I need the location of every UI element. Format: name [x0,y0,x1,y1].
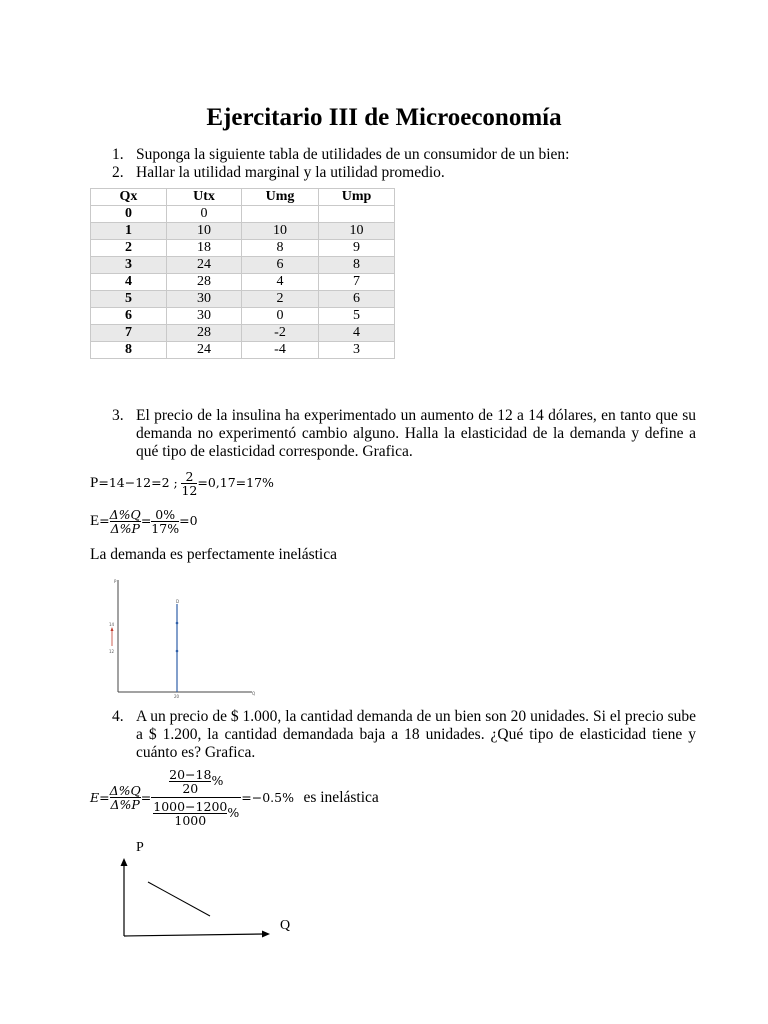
x-axis-label: Q [280,918,291,933]
point-p12 [176,650,179,653]
table-row [91,274,395,291]
curve-label: D [176,599,180,604]
table-cell: 3 [319,342,395,359]
fraction [169,768,211,795]
table-cell [319,206,395,223]
table-cell: 0 [167,206,242,223]
numerator: 20−18 [169,767,212,782]
table-cell: 6 [242,257,319,274]
table-cell: 28 [167,274,242,291]
table-cell: 1 [91,223,167,240]
demand-graph-q4 [112,836,302,946]
x-axis-arrow-icon [262,931,270,938]
equation-elasticity: E= $\frac{\Delta\%Q}{\Delta\%P}$ = $\frac{0\%}{17\%}$ =0 [90,507,198,536]
table-cell [242,206,319,223]
item-text: Suponga la siguiente tabla de utilidades de un consumidor de un bien: [136,146,570,163]
eq-prefix: P [90,474,99,491]
page-title: Ejercitario III de Microeconomía [206,104,562,131]
eq-body: =14−12=2 ; [98,474,178,490]
y-tick: 12 [109,649,115,654]
table-cell: 5 [91,291,167,308]
x-tick: 20 [174,694,180,699]
y-axis-label: P [136,840,144,855]
fraction [153,800,227,827]
eq-result: =−0.5% [241,790,294,805]
table-cell: 30 [167,291,242,308]
upper-fraction [151,768,241,797]
point-p14 [176,622,179,625]
utility-table [90,188,395,359]
table-cell: 6 [91,308,167,325]
percent-sign: % [211,773,224,788]
x-axis-label: Q [252,691,256,696]
question-3-text: El precio de la insulina ha experimentado un aumento de 12 a 14 dólares, en tanto que su demanda no experimentó cambio alguno. Halla la elasticidad de la demanda y define a qué tipo de elasticidad corresponde. Grafica. [136,407,696,460]
table-cell: 30 [167,308,242,325]
fraction [151,508,179,535]
item-number: 4. [112,708,124,725]
y-axis-label: P [114,579,117,584]
table-cell: -2 [242,325,319,342]
table-cell: 8 [91,342,167,359]
table-cell: 6 [319,291,395,308]
fraction [110,508,141,535]
table-row [91,342,395,359]
table-cell: 7 [319,274,395,291]
denominator: 12 [181,483,198,498]
table-row [91,223,395,240]
table-cell: 28 [167,325,242,342]
numerator: 2 [185,469,194,484]
table-row [91,308,395,325]
arrow-head-icon [111,627,114,631]
table-cell: 4 [91,274,167,291]
table-row [91,240,395,257]
table-cell: 9 [319,240,395,257]
item-number: 3. [112,407,124,424]
numerator: Δ%Q [109,507,141,522]
table-row [91,325,395,342]
eq-prefix: E [90,512,100,529]
lower-fraction [151,797,241,827]
compound-fraction [151,768,241,827]
table-row [91,291,395,308]
numerator: 1000−1200 [153,799,228,814]
equation-price-change [90,470,274,497]
table-cell: 7 [91,325,167,342]
fraction [181,470,197,497]
equation-elasticity-q4: E= $\frac{\Delta\%Q}{\Delta\%P}$ = $\frac{20-18}{20}$ % $\frac{1000-1200}{1000}$ % =−0.5% es inelástica [90,767,379,828]
table-row [91,206,395,223]
item-number: 2. [112,164,124,181]
denominator: 1000 [153,813,227,827]
table-cell: -4 [242,342,319,359]
column-header: Qx [91,189,167,206]
item-text: Hallar la utilidad marginal y la utilidad promedio. [136,164,445,181]
table-cell: 4 [242,274,319,291]
y-axis-arrow-icon [121,858,128,866]
table-header-row [91,189,395,206]
table-cell: 24 [167,342,242,359]
numerator: Δ%Q [109,783,141,798]
eq-tail: =0 [179,512,198,528]
percent-sign: % [227,805,240,820]
table-cell: 18 [167,240,242,257]
table-cell: 24 [167,257,242,274]
table-cell: 10 [242,223,319,240]
table-cell: 10 [319,223,395,240]
fraction [110,784,141,811]
question-4-text: A un precio de $ 1.000, la cantidad demanda de un bien son 20 unidades. Si el precio sube a $ 1.200, la cantidad demandada baja a 18 unidades. ¿Qué tipo de elasticidad tiene y cuánto es? Grafica. [136,708,696,761]
table-cell: 2 [242,291,319,308]
demand-curve [148,882,210,916]
denominator: 17% [151,521,180,536]
y-tick: 14 [109,622,115,627]
item-number: 1. [112,146,124,163]
table-cell: 0 [91,206,167,223]
table-cell: 5 [319,308,395,325]
x-axis [124,934,264,936]
table-cell: 10 [167,223,242,240]
column-header: Umg [242,189,319,206]
denominator: 20 [169,781,211,795]
table-cell: 3 [91,257,167,274]
table-cell: 4 [319,325,395,342]
column-header: Utx [167,189,242,206]
elasticity-note: es inelástica [303,788,379,806]
column-header: Ump [319,189,395,206]
table-row [91,257,395,274]
inelastic-demand-graph [100,576,260,700]
eq-lhs: E [90,790,100,805]
conclusion-text: La demanda es perfectamente inelástica [90,546,338,563]
table-cell: 0 [242,308,319,325]
denominator: Δ%P [110,521,140,536]
numerator: 0% [155,507,176,522]
table-cell: 8 [242,240,319,257]
denominator: Δ%P [110,797,140,812]
eq-tail: =0,17=17% [197,474,274,490]
table-cell: 2 [91,240,167,257]
table-cell: 8 [319,257,395,274]
